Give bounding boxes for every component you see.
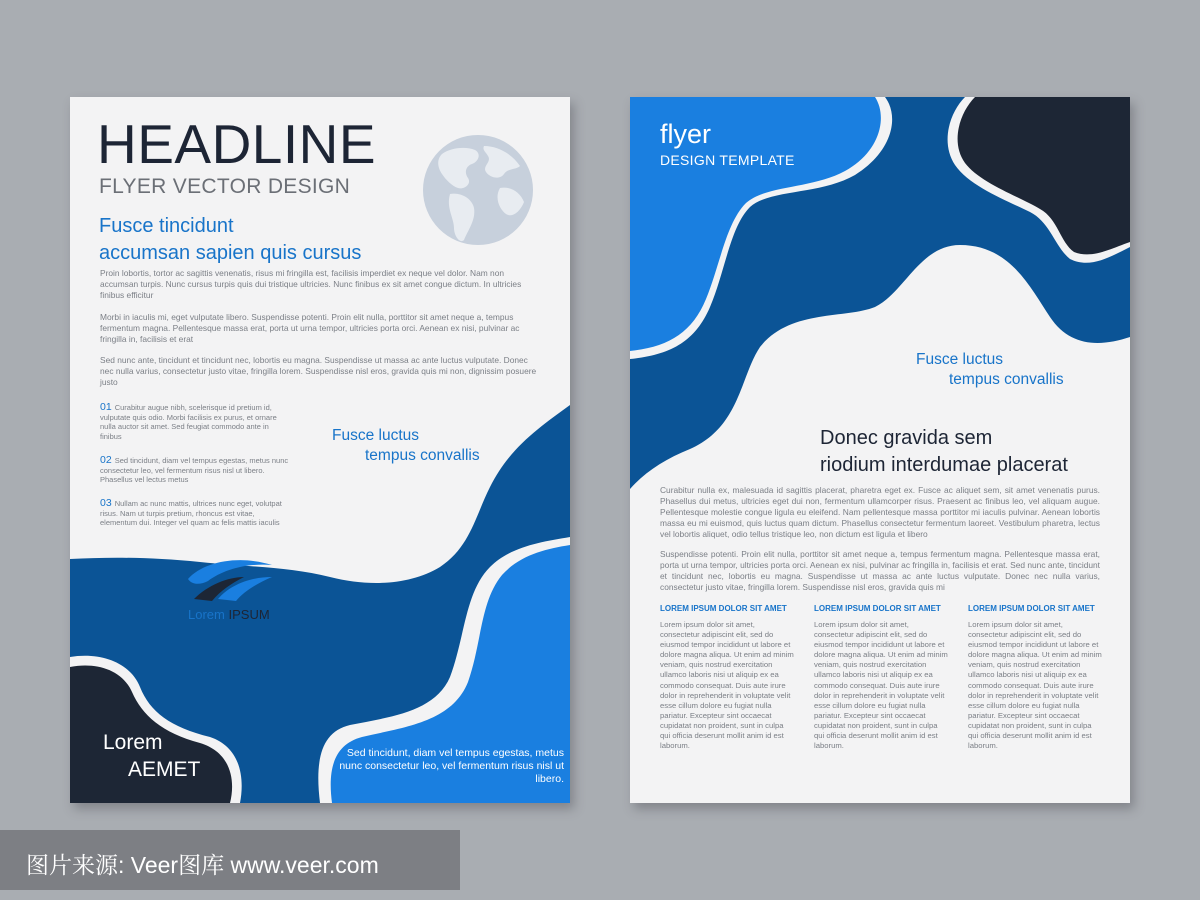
globe-icon bbox=[420, 132, 536, 248]
numbered-item bbox=[100, 456, 290, 485]
column-heading: LOREM IPSUM DOLOR SIT AMET bbox=[814, 604, 941, 613]
column-heading: LOREM IPSUM DOLOR SIT AMET bbox=[660, 604, 787, 613]
numbered-item bbox=[100, 403, 290, 442]
column-heading: LOREM IPSUM DOLOR SIT AMET bbox=[968, 604, 1095, 613]
left-flyer-page bbox=[70, 97, 570, 803]
design-template-label: DESIGN TEMPLATE bbox=[660, 152, 795, 168]
right-fusce-line2: tempus convallis bbox=[949, 371, 1064, 388]
column-body: Lorem ipsum dolor sit amet, consectetur adipiscint elit, sed do eiusmod tempor incididunt ut labore et dolore magna aliqua. Ut enim ad minim veniam, quis nostrud exercitation ullamco laboris nisi ut aliquip ex ea commodo consequat. Duis aute irure dolor in reprehenderit in voluptate velit esse cillum dolore eu fugiat nulla pariatur. Excepteur sint occaecat cupidatat non proident, sunt in culpa qui officia deserunt mollit anim id est laborum. bbox=[968, 620, 1102, 751]
item-text: Nullam ac nunc mattis, ultrices nunc eget, volutpat risus. Nam ut turpis pretium, rhoncus est vitae, elementum dui. Integer vel quam ac felis mattis iaculis bbox=[100, 499, 282, 528]
right-paragraph-2: Suspendisse potenti. Proin elit nulla, porttitor sit amet neque a, tempus fermentum magna. Pellentesque massa erat, porta ut urna tempor, ultricies porta orci. Aenean ex nisi, pulvinar ac fringilla in, facilisis et erat. Sed nunc ante, tincidunt et tincidunt nec, lobortis eu magna. Suspendisse ut massa ac ante luctus vulputate. Donec nec nulla varius, consectetur justo vitae, fringilla lorem. Suspendisse nisl eros, gravida quis mi bbox=[660, 549, 1100, 592]
item-number: 02 bbox=[100, 454, 112, 466]
item-text: Sed tincidunt, diam vel tempus egestas, metus nunc consectetur leo, vel fermentum risus nisl ut libero. Phasellus vel lectus metus bbox=[100, 456, 289, 485]
bottom-text: Sed tincidunt, diam vel tempus egestas, metus nunc consectetur leo, vel fermentum risus nisl ut libero. bbox=[339, 747, 564, 785]
paragraph-3: Sed nunc ante, tincidunt et tincidunt nec, lobortis eu magna. Suspendisse ut massa ac ante luctus vulputate. Donec nec nulla varius, consectetur justo vitae, fringilla lorem. Suspendisse nisl eros, gravida quis mi non, dignissim posuere justo bbox=[100, 355, 537, 387]
logo-word-lorem: Lorem bbox=[188, 607, 225, 622]
item-number: 03 bbox=[100, 497, 112, 509]
right-paragraph-1: Curabitur nulla ex, malesuada id sagittis placerat, pharetra eget ex. Fusce ac aliquet sem, sit amet venenatis purus. Phasellus dui metus, ultricies eget dui non, fermentum ullamcorper risus. Praesent ac finibus leo, vel aliquam augue. Pellentesque molestie congue ligula eu eleifend. Nam pellentesque massa porttitor mi iaculis pulvinar. Aenean lobortis massa eu mi euismod, quis luctus quam dictum. Phasellus consectetur fermentum laoreet. Vestibulum pharetra, lectus vel lobortis aliquet, odio tellus tristique leo, non dictum est ligula et libero bbox=[660, 485, 1100, 539]
lorem-label: Lorem bbox=[103, 731, 163, 754]
column-body: Lorem ipsum dolor sit amet, consectetur adipiscint elit, sed do eiusmod tempor incididunt ut labore et dolore magna aliqua. Ut enim ad minim veniam, quis nostrud exercitation ullamco laboris nisi ut aliquip ex ea commodo consequat. Duis aute irure dolor in reprehenderit in voluptate velit esse cillum dolore eu fugiat nulla pariatur. Excepteur sint occaecat cupidatat non proident, sunt in culpa qui officia deserunt mollit anim id est laborum. bbox=[814, 620, 948, 751]
right-title-line1: Donec gravida sem bbox=[820, 427, 993, 449]
aemet-label: AEMET bbox=[128, 758, 201, 781]
headline: HEADLINE bbox=[97, 113, 377, 175]
watermark-text: 图片来源: Veer图库 www.veer.com bbox=[26, 852, 379, 878]
right-flyer-page bbox=[630, 97, 1130, 803]
logo-word-ipsum: IPSUM bbox=[228, 607, 270, 622]
logo-swoosh-icon bbox=[184, 555, 276, 603]
numbered-item bbox=[100, 499, 290, 528]
item-text: Curabitur augue nibh, scelerisque id pretium id, vulputate quis odio. Morbi facilisis ex purus, et ornare nulla auctor sit amet. Sed feugiat commodo ante in finibus bbox=[100, 403, 277, 442]
fusce-line2: tempus convallis bbox=[365, 447, 480, 464]
subheadline: FLYER VECTOR DESIGN bbox=[99, 175, 351, 198]
right-fusce-line1: Fusce luctus bbox=[916, 351, 1004, 368]
item-number: 01 bbox=[100, 401, 112, 413]
flyer-word: flyer bbox=[660, 119, 712, 149]
blue-title bbox=[99, 213, 419, 267]
watermark-banner bbox=[0, 830, 460, 890]
fusce-line1: Fusce luctus bbox=[332, 427, 420, 444]
blue-title-line1: Fusce tincidunt bbox=[99, 215, 234, 237]
logo-text bbox=[188, 607, 270, 622]
right-title-line2: riodium interdumae placerat bbox=[820, 454, 1068, 476]
paragraph-1: Proin lobortis, tortor ac sagittis venenatis, risus mi fringilla est, facilisis imperdiet ex neque vel dolor. Nam non accumsan turpis. Nunc cursus turpis quis dui tristique ultricies. Nunc finibus ex sit amet congue dictum. In ultricies finibus efficitur bbox=[100, 268, 522, 300]
blue-title-line2: accumsan sapien quis cursus bbox=[99, 242, 362, 264]
column-body: Lorem ipsum dolor sit amet, consectetur adipiscint elit, sed do eiusmod tempor incididunt ut labore et dolore magna aliqua. Ut enim ad minim veniam, quis nostrud exercitation ullamco laboris nisi ut aliquip ex ea commodo consequat. Duis aute irure dolor in reprehenderit in voluptate velit esse cillum dolore eu fugiat nulla pariatur. Excepteur sint occaecat cupidatat non proident, sunt in culpa qui officia deserunt mollit anim id est laborum. bbox=[660, 620, 794, 751]
paragraph-2: Morbi in iaculis mi, eget vulputate libero. Suspendisse potenti. Proin elit nulla, porttitor sit amet neque a, tempus fermentum magna. Pellentesque massa erat, porta ut urna tempor, ultricies porta orci. Aenean ex nisi, pulvinar ac fringilla in, facilisis et erat bbox=[100, 312, 520, 344]
right-title bbox=[820, 425, 1068, 479]
